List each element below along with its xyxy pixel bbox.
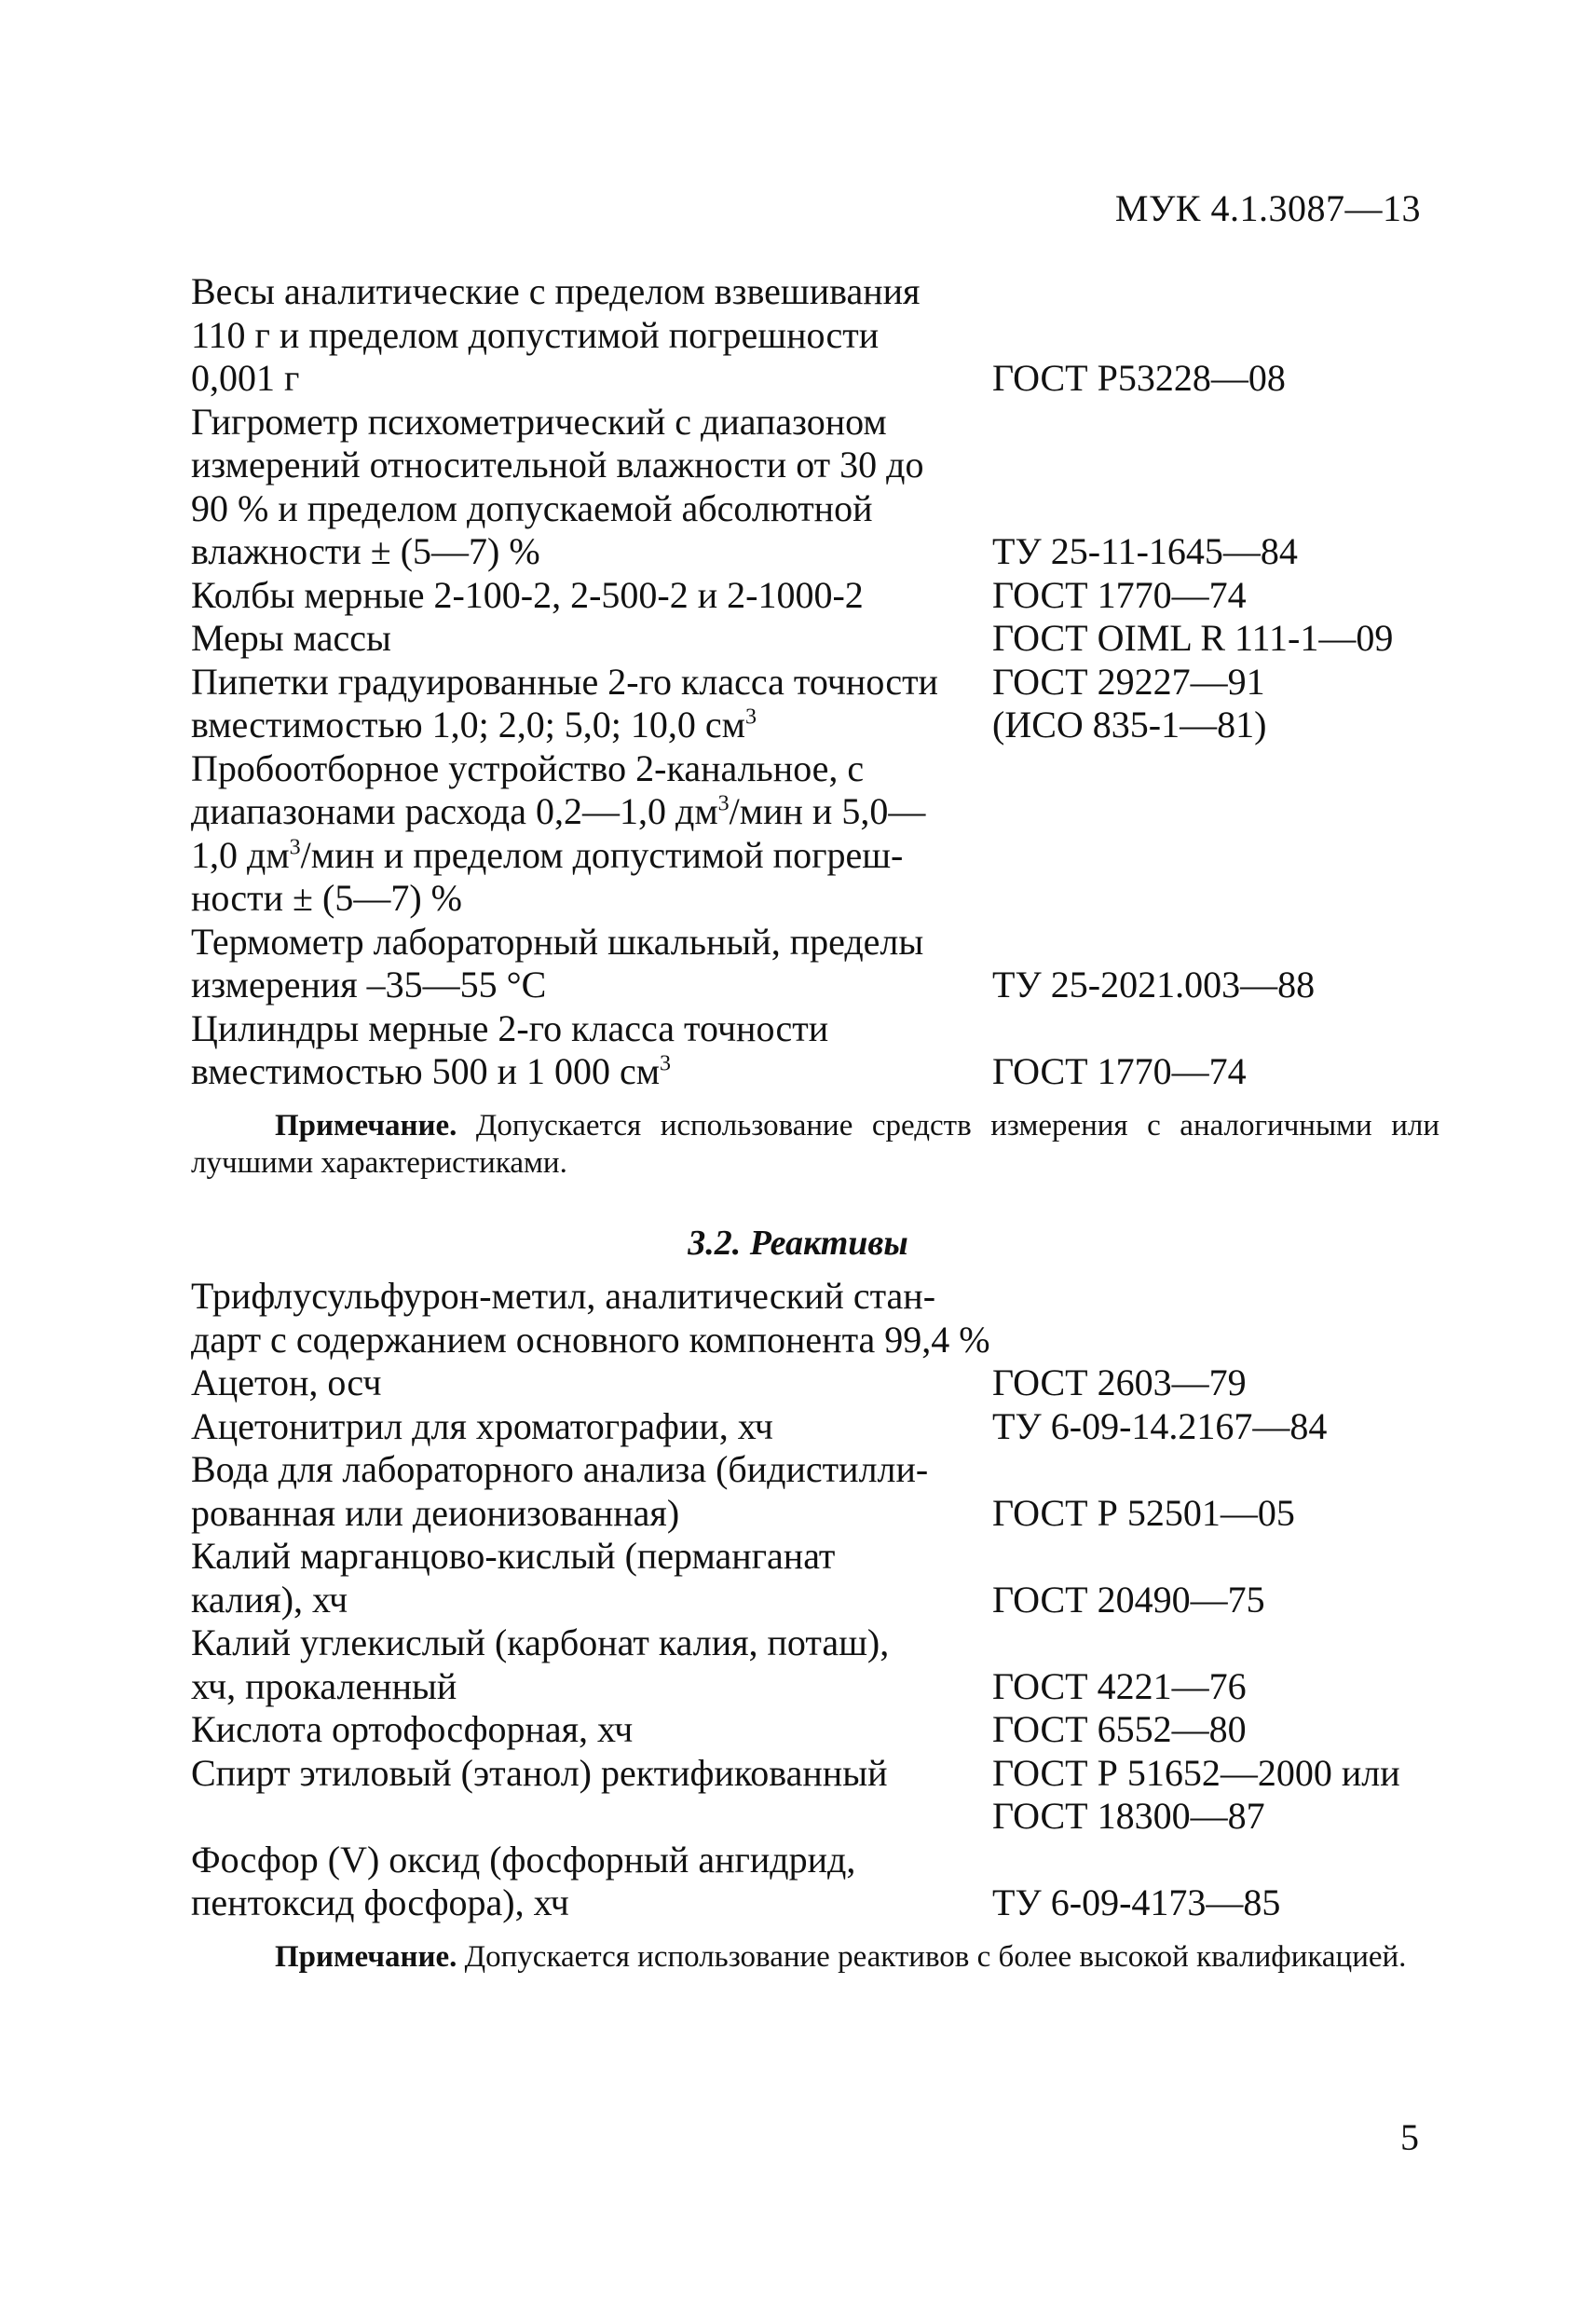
- note-text: Допускается использование средств измерения с аналогичными или лучшими характеристиками.: [191, 1109, 1439, 1180]
- item-standard: ГОСТ 29227—91 (ИСО 835-1—81): [992, 660, 1267, 746]
- list-item: [191, 1448, 1439, 1535]
- list-item: [191, 921, 1439, 1007]
- item-standard: ГОСТ 1770—74: [992, 1050, 1247, 1092]
- list-item: [191, 1275, 1439, 1361]
- item-standard: ГОСТ 20490—75: [992, 1578, 1265, 1621]
- item-standard: ТУ 25-11-1645—84: [992, 530, 1298, 572]
- item-standard: ГОСТ OIML R 111-1—09: [992, 617, 1394, 659]
- item-standard: ГОСТ 6552—80: [992, 1708, 1247, 1750]
- item-name: Весы аналитические с пределом взвешивания 110 г и пределом допустимой погрешности 0,001 г: [191, 270, 921, 399]
- list-item: [191, 1361, 1439, 1405]
- list-item: [191, 1621, 1439, 1708]
- item-standard: ГОСТ Р 51652—2000 или ГОСТ 18300—87: [992, 1751, 1400, 1837]
- item-name: Калий углекислый (карбонат калия, поташ), хч, прокаленный: [191, 1621, 890, 1707]
- list-item: [191, 1535, 1439, 1621]
- list-item: [191, 1839, 1439, 1925]
- item-name: Цилиндры мерные 2-го класса точности вместимостью 500 и 1 000 $см^3$: [191, 1006, 829, 1092]
- list-item: [191, 401, 1439, 574]
- item-name: Пипетки градуированные 2-го класса точности вместимостью 1,0; 2,0; 5,0; 10,0 $см^3$: [191, 660, 938, 746]
- item-name: Трифлусульфурон-метил, аналитический стан- дарт с содержанием основного компонента 99,4 %: [191, 1275, 990, 1361]
- instruments-note: [191, 1107, 1439, 1182]
- item-name: Меры массы: [191, 617, 391, 659]
- item-name: Спирт этиловый (этанол) ректификованный: [191, 1751, 888, 1794]
- item-name: Вода для лабораторного анализа (бидистилли- рованная или деионизованная): [191, 1448, 929, 1534]
- note-text: Допускается использование реактивов с более высокой квалификацией.: [457, 1940, 1407, 1974]
- reagents-note: [191, 1938, 1439, 1976]
- item-name: Фосфор (V) оксид (фосфорный ангидрид, пентоксид фосфора), хч: [191, 1838, 856, 1923]
- item-standard: ТУ 6-09-14.2167—84: [992, 1404, 1328, 1447]
- instruments-list: [191, 270, 1439, 1094]
- item-name: Колбы мерные 2-100-2, 2-500-2 и 2-1000-2: [191, 573, 864, 616]
- item-standard: ГОСТ Р 52501—05: [992, 1491, 1295, 1534]
- list-item: [191, 574, 1439, 618]
- item-name: Гигрометр психометрический с диапазоном измерений относительной влажности от 30 до 90 % и пределом допускаемой абсолютной влажности ± (5—7) %: [191, 400, 924, 572]
- list-item: [191, 661, 1439, 747]
- list-item: [191, 1752, 1439, 1839]
- list-item: [191, 1405, 1439, 1449]
- item-standard: ТУ 25-2021.003—88: [992, 964, 1316, 1006]
- item-standard: ТУ 6-09-4173—85: [992, 1881, 1281, 1923]
- item-standard: ГОСТ Р53228—08: [992, 357, 1286, 399]
- list-item: [191, 270, 1439, 401]
- list-item: [191, 1708, 1439, 1752]
- item-standard: ГОСТ 1770—74: [992, 573, 1247, 616]
- item-standard: ГОСТ 4221—76: [992, 1664, 1247, 1707]
- document-code: МУК 4.1.3087—13: [1114, 187, 1421, 229]
- item-name: Ацетонитрил для хроматографии, хч: [191, 1404, 773, 1447]
- item-name: Кислота ортофосфорная, хч: [191, 1708, 634, 1750]
- item-name: Термометр лабораторный шкальный, пределы измерения –35—55 °С: [191, 920, 924, 1006]
- list-item: [191, 747, 1439, 921]
- item-name: Пробоотборное устройство 2-канальное, с диапазонами расхода 0,2—1,0 $дм^3$/мин и 5,0— 1,0 $дм^3$/мин и пределом допустимой погреш- ности ± (5—7) %: [191, 746, 926, 919]
- item-standard: ГОСТ 2603—79: [992, 1361, 1247, 1403]
- page-number: 5: [1400, 2116, 1419, 2158]
- note-label: Примечание.: [275, 1109, 457, 1142]
- section-title: 3.2. Реактивы: [688, 1224, 908, 1263]
- item-name: Ацетон, осч: [191, 1361, 382, 1403]
- note-label: Примечание.: [275, 1940, 457, 1974]
- item-name: Калий марганцово-кислый (перманганат калия), хч: [191, 1535, 836, 1621]
- reagents-list: [191, 1275, 1439, 1925]
- list-item: [191, 617, 1439, 661]
- list-item: [191, 1007, 1439, 1094]
